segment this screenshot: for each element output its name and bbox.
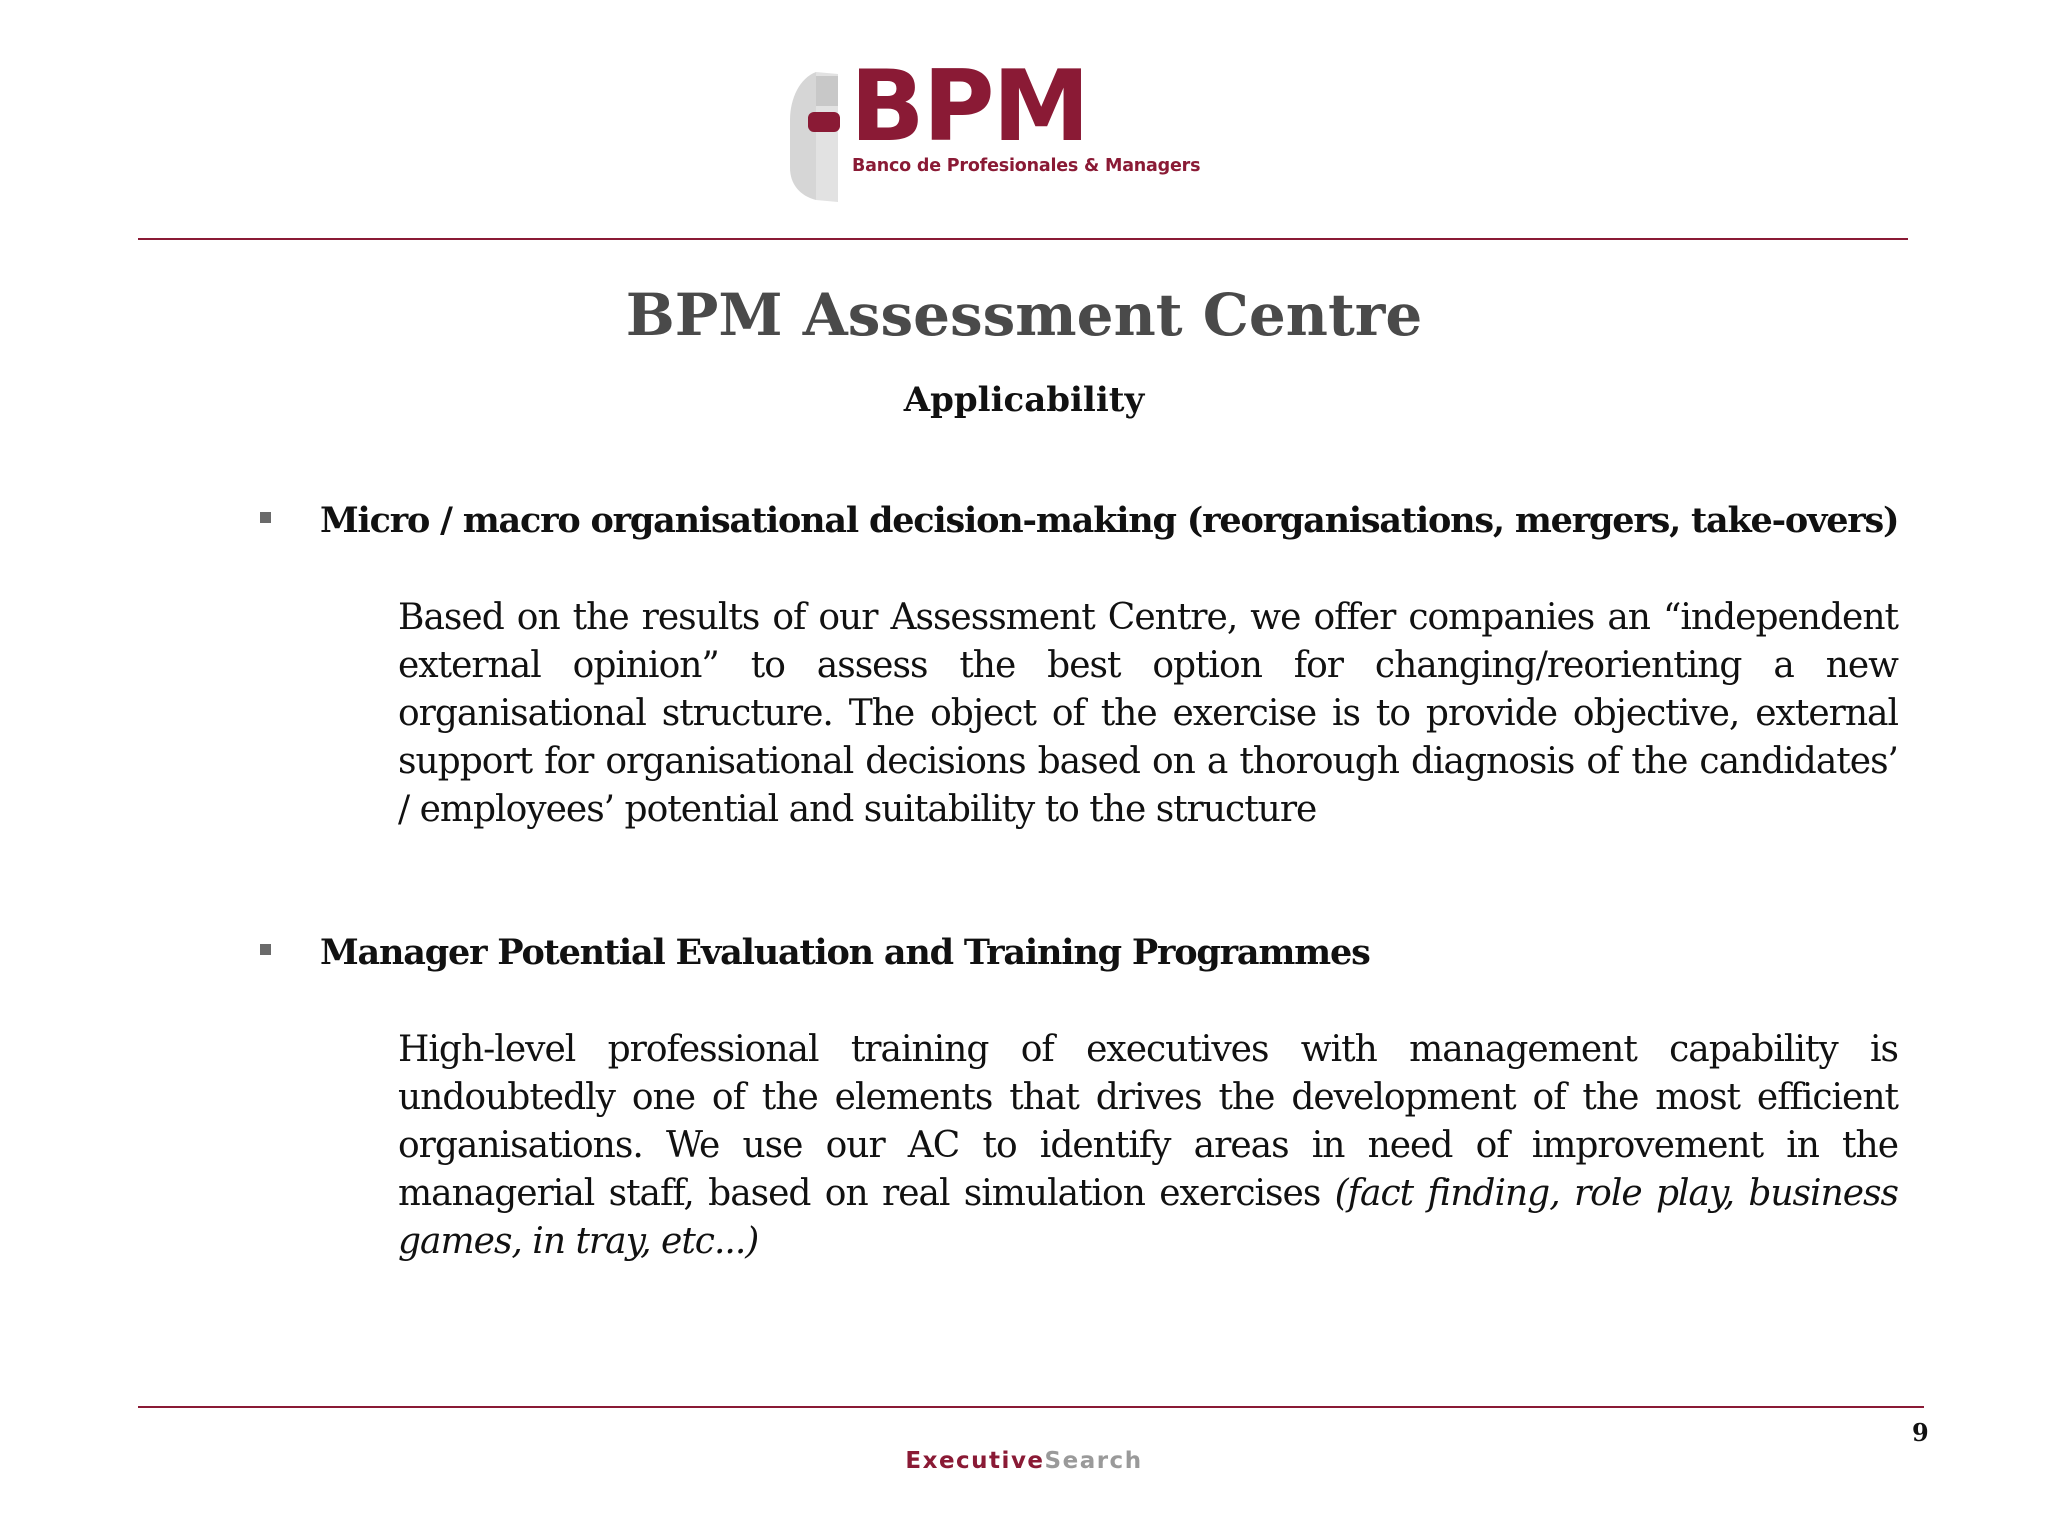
- logo-subtitle: Banco de Profesionales & Managers: [852, 156, 1201, 176]
- footer-brand-search: Search: [1044, 1448, 1143, 1474]
- logo-figure-icon: [786, 68, 842, 204]
- bullet-icon: [260, 944, 271, 955]
- bpm-logo: [786, 50, 1206, 208]
- page-number: 9: [1912, 1418, 1929, 1447]
- page-subtitle: Applicability: [903, 380, 1145, 420]
- logo-wordmark: BPM: [850, 50, 1089, 164]
- section-body-decision-making: Based on the results of our Assessment Centre, we offer companies an “independent external opinion” to assess the best option for changing/reorienting a new organisational structure. The object of the exercise is to provide objective, external support for organisational decisions based on a thorough diagnosis of the candidates’ / employees’ potential and suitability to the structure: [398, 597, 1898, 830]
- footer-brand: [0, 1448, 2048, 1474]
- bullet-icon: [260, 512, 271, 523]
- section-heading-decision-making: Micro / macro organisational decision-making (reorganisations, mergers, take-overs): [320, 500, 1899, 541]
- header-divider: [138, 238, 1908, 240]
- section-body-manager-potential: [398, 1026, 1898, 1266]
- section-heading-manager-potential: Manager Potential Evaluation and Training Programmes: [320, 932, 1370, 973]
- footer-divider: [138, 1406, 1924, 1408]
- page-title: BPM Assessment Centre: [625, 281, 1423, 349]
- footer-brand-executive: Executive: [905, 1448, 1045, 1474]
- section-body-italic: (fact finding, role play, business games, in tray, etc...): [398, 1173, 1898, 1262]
- section-body-text: High-level professional training of executives with management capability is undoubtedly one of the elements that drives the development of the most efficient organisations. We use our AC to identify areas in need of improvement in the managerial staff, based on real simulation exercises: [398, 1029, 1898, 1214]
